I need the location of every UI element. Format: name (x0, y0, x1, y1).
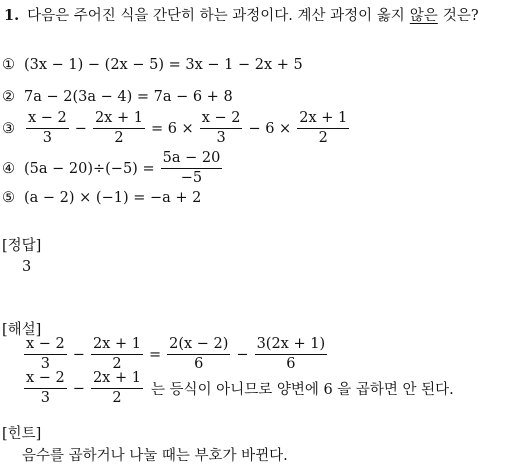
operator: − (74, 120, 87, 137)
hint-label: [힌트] (2, 426, 42, 442)
operator: − (72, 346, 85, 363)
question-underlined-word: 않은 (409, 8, 438, 24)
option-1[interactable] (2, 57, 303, 73)
fraction: $\frac{x - 2}{3}$ (28, 110, 67, 146)
operator: − (72, 380, 85, 397)
option-3-marker: ③ (2, 120, 15, 137)
hint-text: 음수를 곱하거나 나눌 때는 부호가 바뀐다. (22, 448, 288, 464)
answer-value: 3 (22, 259, 32, 275)
operator: − 6 × (248, 120, 292, 137)
operator: − (236, 346, 249, 363)
question-text-end: 것은? (442, 8, 479, 24)
fraction: $\frac{3(2x + 1)}{6}$ (256, 336, 326, 372)
fraction: $\frac{2x + 1}{2}$ (92, 370, 141, 406)
fraction: $\frac{2(x - 2)}{6}$ (169, 336, 229, 372)
question-text: 다음은 주어진 식을 간단히 하는 과정이다. 계산 과정이 옳지 (27, 8, 405, 24)
fraction: $\frac{2x + 1}{2}$ (92, 336, 141, 372)
option-2-expression: 7a − 2(3a − 4) = 7a − 6 + 8 (24, 89, 233, 105)
option-4-lhs: (5a − 20)÷(−5) = (24, 160, 155, 177)
option-4[interactable] (2, 150, 224, 187)
option-5-expression: (a − 2) × (−1) = −a + 2 (24, 190, 202, 206)
option-1-marker: ① (2, 57, 15, 73)
fraction: $\frac{5a - 20}{-5}$ (162, 150, 221, 186)
answer-label: [정답] (2, 238, 42, 254)
fraction: $\frac{2x + 1}{2}$ (94, 110, 143, 146)
question-number: 1. (4, 7, 20, 24)
fraction: $\frac{2x + 1}{2}$ (299, 110, 348, 146)
fraction: $\frac{x - 2}{3}$ (201, 110, 241, 146)
option-2[interactable] (2, 89, 233, 105)
option-1-expression: (3x − 1) − (2x − 5) = 3x − 1 − 2x + 5 (24, 57, 303, 73)
question-stem (4, 4, 479, 25)
explanation-label: [해설] (2, 322, 42, 338)
fraction: $\frac{x - 2}{3}$ (26, 336, 65, 372)
option-2-marker: ② (2, 89, 15, 105)
option-4-marker: ④ (2, 160, 15, 177)
explanation-text: 는 등식이 아니므로 양변에 6 을 곱하면 안 된다. (150, 382, 454, 398)
option-3[interactable] (2, 110, 351, 147)
option-5[interactable] (2, 190, 201, 206)
fraction: $\frac{x - 2}{3}$ (26, 370, 65, 406)
explanation-line-1 (22, 336, 329, 373)
option-5-marker: ⑤ (2, 190, 15, 206)
operator: = 6 × (150, 120, 194, 137)
operator: = (148, 346, 162, 363)
explanation-line-2 (22, 370, 454, 407)
